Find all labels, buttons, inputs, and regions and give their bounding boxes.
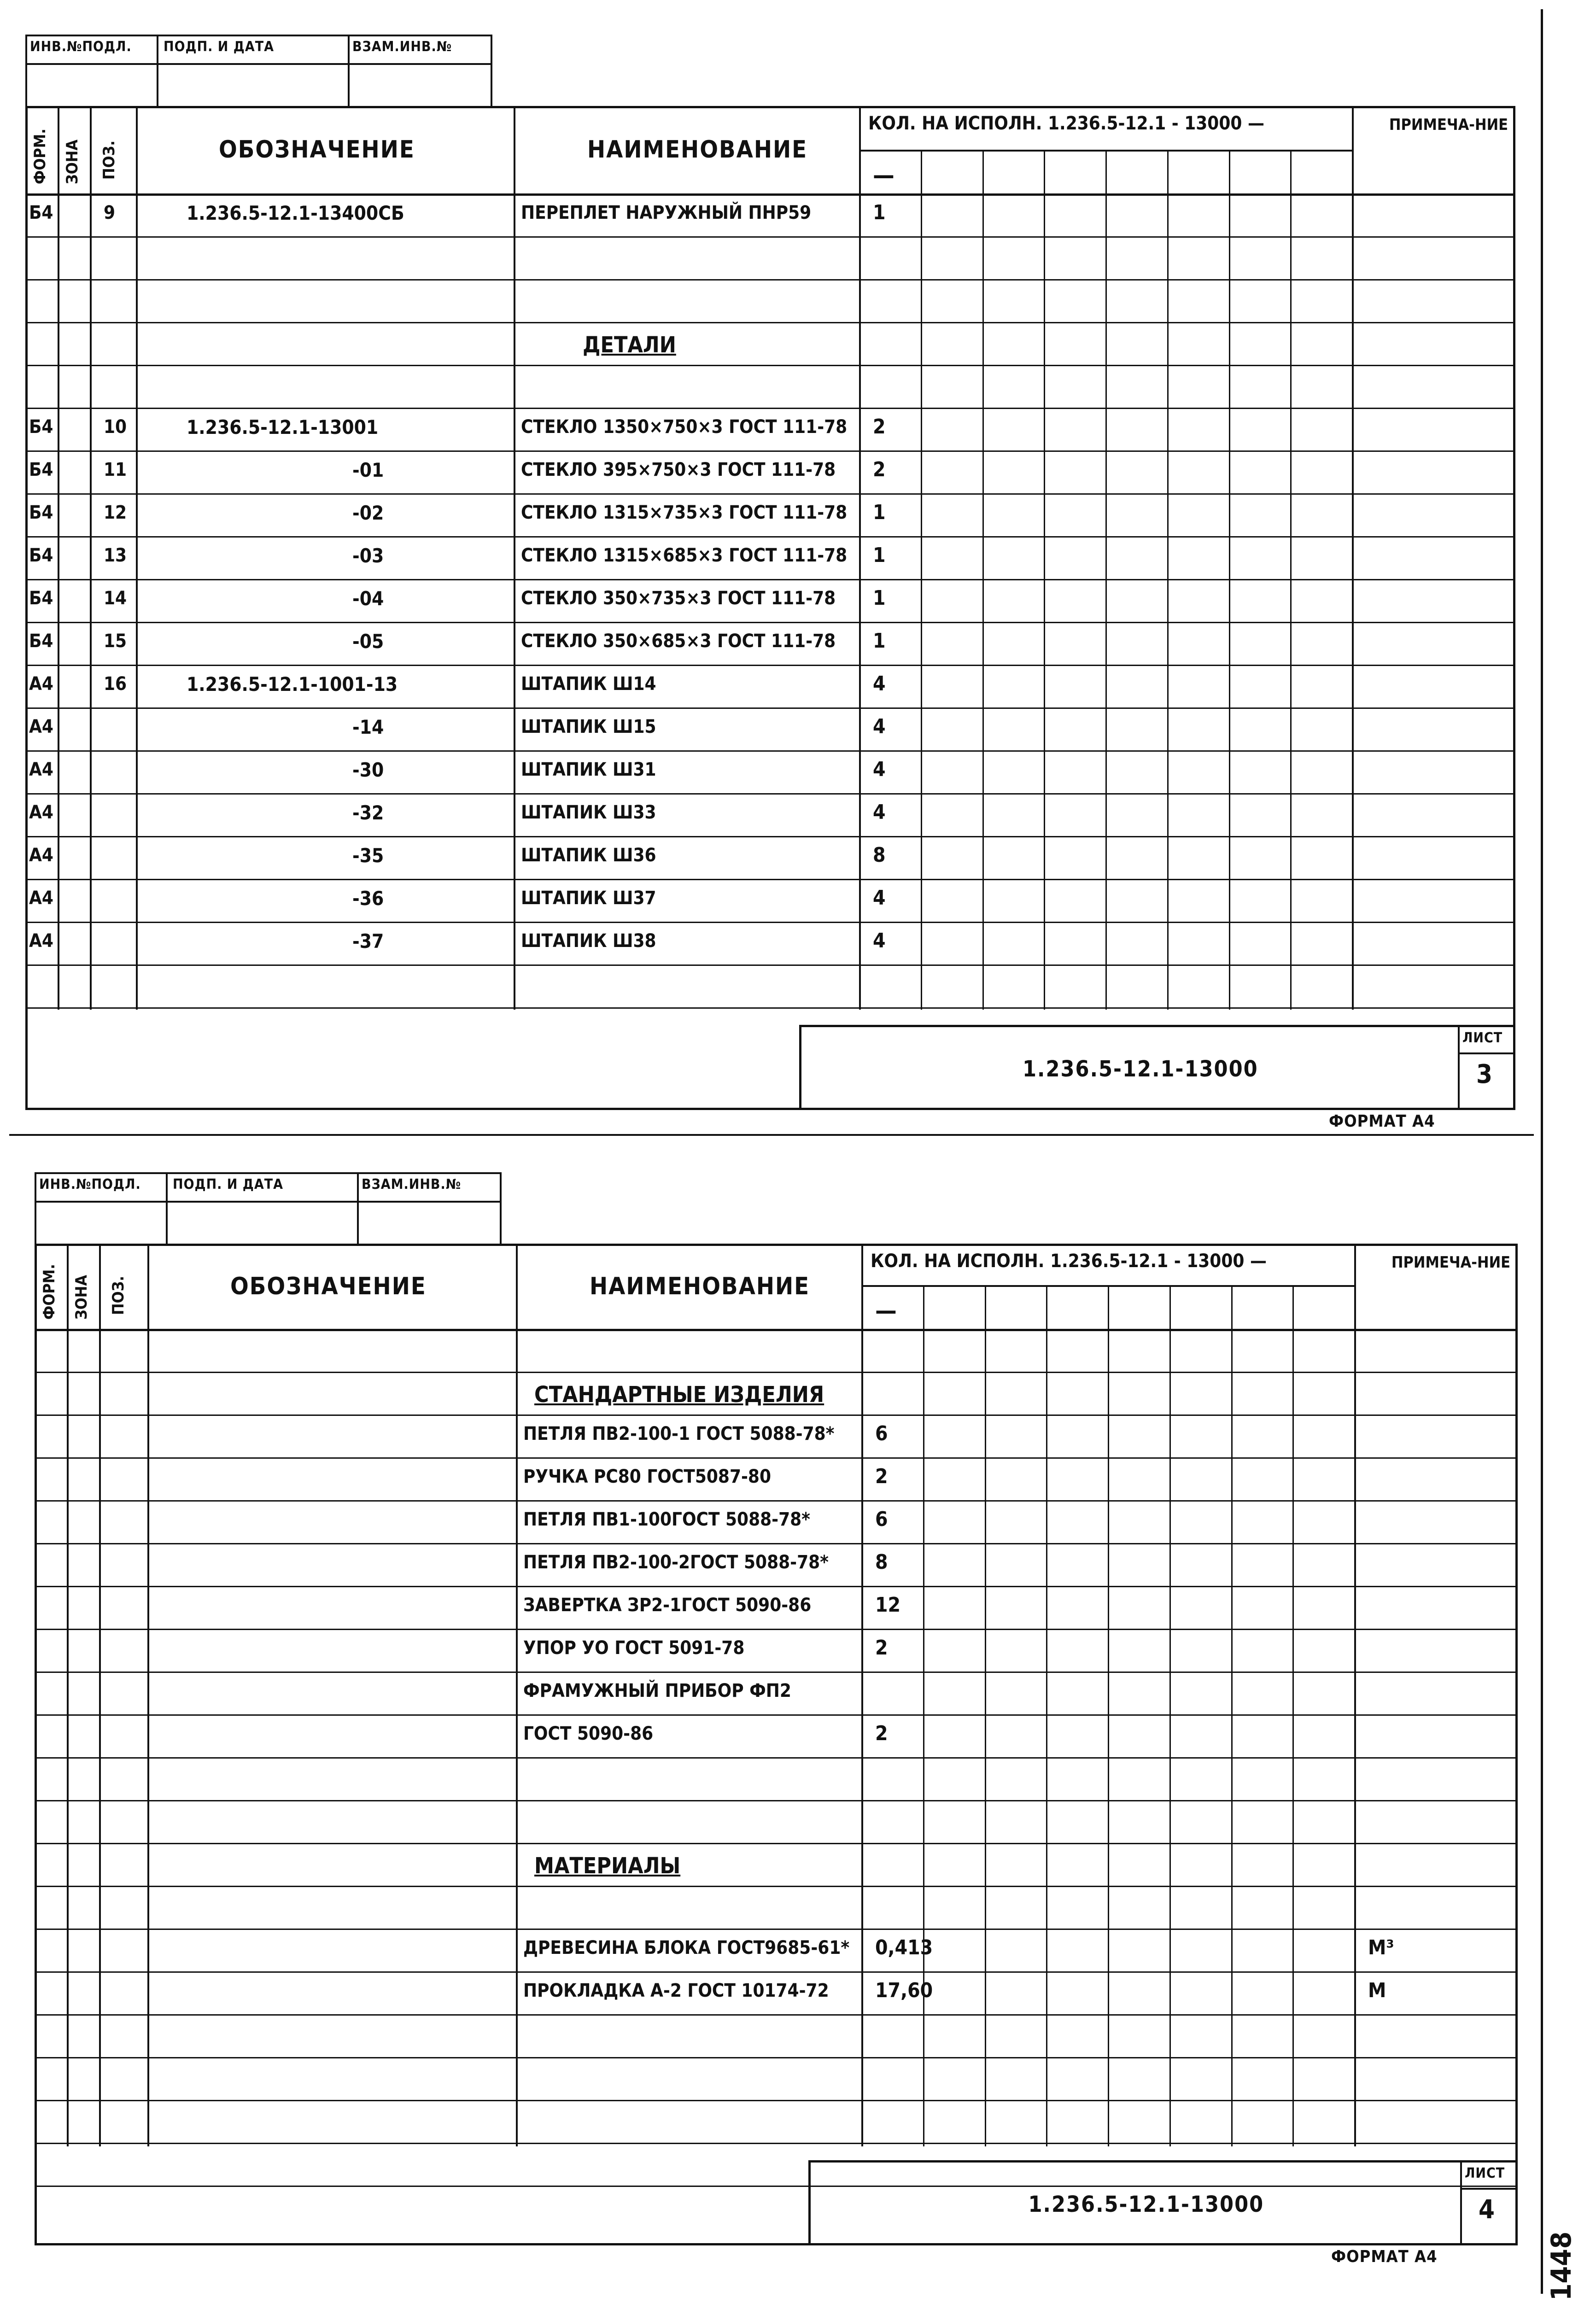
row-qty-cell: 1 [873,201,886,224]
stamp-mid-line [25,63,491,65]
row-qty-cell: 1 [873,586,886,610]
qty-dash: — [875,1297,898,1325]
row-form-cell: Б4 [29,459,53,480]
row-designation-cell: -04 [352,587,384,610]
row-name-cell: СТЕКЛО 350×735×3 ГОСТ 111-78 [521,588,836,609]
row-qty-cell: 2 [875,1722,888,1745]
row-qty-cell: 1 [873,629,886,653]
row-designation-cell: -35 [352,844,384,867]
row-pos-cell: 13 [104,545,127,566]
titleblock-top [799,1025,1513,1027]
frame-top [25,106,1513,108]
stamp-v-line [157,35,158,106]
row-qty-cell: 8 [875,1550,888,1574]
row-qty-cell: 12 [875,1593,901,1617]
row-pos-cell: 15 [104,631,127,652]
row-line [25,964,1513,966]
row-designation-cell: -01 [352,459,384,481]
row-name-cell: ДРЕВЕСИНА БЛОКА ГОСТ9685-61* [523,1937,850,1958]
row-form-cell: Б4 [29,545,53,566]
sheet-label: ЛИСТ [1465,2165,1505,2181]
col-note-header: ПРИМЕЧА-НИЕ [1391,1253,1511,1272]
page-number: 1448 [1545,2231,1578,2301]
frame-bottom [25,1108,1513,1110]
row-form-cell: А4 [29,716,53,737]
stamp-v-line [500,1172,502,1244]
stamp-v-line [35,1172,36,1244]
row-line [25,707,1513,709]
row-line [25,1007,1513,1009]
row-line [25,279,1513,281]
frame-right [1513,106,1515,1110]
frame-left [25,106,28,1108]
row-line [25,493,1513,495]
row-name-cell: ФРАМУЖНЫЙ ПРИБОР ФП2 [523,1680,791,1701]
row-name-cell: ПЕТЛЯ ПВ2-100-1 ГОСТ 5088-78* [523,1423,835,1444]
row-name-cell: СТЕКЛО 1315×685×3 ГОСТ 111-78 [521,545,848,566]
section-title: ДЕТАЛИ [583,332,676,358]
row-designation-cell: 1.236.5-12.1-13400СБ [187,202,404,224]
row-line [35,1415,1515,1416]
row-name-cell: СТЕКЛО 1315×735×3 ГОСТ 111-78 [521,502,848,523]
row-line [35,2186,1515,2187]
col-note-header: ПРИМЕЧА-НИЕ [1389,116,1508,134]
row-pos-cell: 12 [104,502,127,523]
row-line [25,579,1513,580]
row-line [25,236,1513,238]
column-line [859,106,861,1010]
row-name-cell: ШТАПИК Ш38 [521,930,656,952]
row-form-cell: А4 [29,930,53,952]
stamp-repl-label: ВЗАМ.ИНВ.№ [362,1176,462,1192]
sheet-label: ЛИСТ [1462,1030,1503,1046]
frame-right [1515,1244,1518,2245]
titleblock-sheet-h [1458,1052,1513,1054]
row-qty-cell: 4 [873,758,886,781]
col-designation-header: ОБОЗНАЧЕНИЕ [230,1272,427,1300]
row-qty-cell: 1 [873,544,886,567]
col-qty-header: КОЛ. НА ИСПОЛН. 1.236.5-12.1 - 13000 — [868,113,1264,134]
stamp-v-line [25,35,27,106]
col-designation-header: ОБОЗНАЧЕНИЕ [219,136,415,164]
row-line [35,1757,1515,1759]
sheet-number: 3 [1476,1059,1494,1089]
row-qty-cell: 2 [873,415,886,438]
row-line [25,922,1513,923]
row-line [35,1672,1515,1673]
row-name-cell: СТЕКЛО 350×685×3 ГОСТ 111-78 [521,631,836,652]
frame-top [35,1244,1515,1246]
row-line [25,322,1513,323]
stamp-v-line [166,1172,168,1244]
stamp-mid-line [35,1201,500,1203]
row-qty-cell: 17,60 [875,1979,933,2002]
row-form-cell: А4 [29,888,53,909]
row-form-cell: Б4 [29,588,53,609]
col-pos-header: ПОЗ. [109,1276,128,1315]
row-name-cell: ПЕТЛЯ ПВ2-100-2ГОСТ 5088-78* [523,1552,829,1573]
row-pos-cell: 16 [104,673,127,695]
row-name-cell: ШТАПИК Ш37 [521,888,656,909]
header-bottom-line [35,1329,1515,1331]
row-line [35,1586,1515,1587]
row-name-cell: УПОР УО ГОСТ 5091-78 [523,1637,745,1659]
row-name-cell: ШТАПИК Ш33 [521,802,656,823]
row-form-cell: А4 [29,802,53,823]
row-line [25,365,1513,366]
row-designation-cell: 1.236.5-12.1-1001-13 [187,673,398,696]
stamp-v-line [348,35,350,106]
column-line [67,1244,69,2146]
row-line [35,1372,1515,1373]
row-form-cell: Б4 [29,631,53,652]
format-label: ФОРМАТ А4 [1329,1112,1435,1131]
row-line [35,1500,1515,1502]
row-qty-cell: 8 [873,843,886,867]
column-line [99,1244,101,2146]
column-line [147,1244,149,2146]
column-line [514,106,515,1010]
row-line [35,2143,1515,2144]
stamp-sign-label: ПОДП. И ДАТА [164,39,275,55]
row-designation-cell: -32 [352,801,384,824]
titleblock-sheet-h [1460,2188,1515,2190]
row-qty-cell: 1 [873,501,886,524]
right-border-line [1541,9,1543,2294]
row-line [35,1629,1515,1630]
stamp-top-line [35,1172,500,1174]
row-form-cell: Б4 [29,416,53,438]
qty-dash: — [873,162,895,189]
row-name-cell: ШТАПИК Ш14 [521,673,656,695]
stamp-inv-label: ИНВ.№ПОДЛ. [30,39,132,55]
row-line [35,1929,1515,1930]
row-line [25,450,1513,452]
row-form-cell: Б4 [29,202,53,223]
row-line [25,750,1513,752]
row-line [35,1457,1515,1459]
row-name-cell: ШТАПИК Ш36 [521,845,656,866]
doc-code: 1.236.5-12.1-13000 [1023,1056,1258,1082]
row-pos-cell: 10 [104,416,127,438]
stamp-v-line [357,1172,359,1244]
separator-line [9,1134,1534,1136]
col-form-header: ФОРМ. [31,129,49,184]
row-designation-cell: -03 [352,544,384,567]
frame-bottom [35,2243,1515,2245]
sheet-number: 4 [1479,2195,1496,2225]
titleblock-left [808,2160,811,2243]
row-form-cell: А4 [29,673,53,695]
col-name-header: НАИМЕНОВАНИЕ [590,1272,810,1300]
row-line [35,1714,1515,1716]
row-form-cell: Б4 [29,502,53,523]
col-name-header: НАИМЕНОВАНИЕ [587,136,808,164]
row-line [25,879,1513,880]
titleblock-left [799,1025,801,1108]
column-line [58,106,59,1010]
row-designation-cell: -37 [352,930,384,953]
section-title: СТАНДАРТНЫЕ ИЗДЕЛИЯ [534,1382,824,1408]
col-pos-header: ПОЗ. [100,140,118,180]
stamp-sign-label: ПОДП. И ДАТА [173,1176,284,1192]
row-pos-cell: 14 [104,588,127,609]
titleblock-top [808,2160,1515,2163]
row-name-cell: ЗАВЕРТКА ЗР2-1ГОСТ 5090-86 [523,1595,812,1616]
row-line [35,2014,1515,2016]
row-name-cell: ШТАПИК Ш31 [521,759,656,780]
col-zone-header: ЗОНА [63,139,82,184]
row-designation-cell: -02 [352,502,384,524]
row-line [35,2057,1515,2058]
col-zone-header: ЗОНА [72,1274,91,1320]
row-line [25,408,1513,409]
column-line [136,106,138,1010]
header-bottom-line [25,193,1513,196]
row-designation-cell: -36 [352,887,384,910]
format-label: ФОРМАТ А4 [1331,2247,1438,2266]
col-form-header: ФОРМ. [40,1264,58,1320]
row-line [25,836,1513,837]
row-name-cell: РУЧКА РС80 ГОСТ5087-80 [523,1466,772,1487]
row-note-cell: М³ [1368,1936,1394,1959]
row-pos-cell: 11 [104,459,127,480]
section-title: МАТЕРИАЛЫ [534,1853,681,1879]
row-name-cell: ПРОКЛАДКА А-2 ГОСТ 10174-72 [523,1980,829,2001]
row-designation-cell: 1.236.5-12.1-13001 [187,416,379,438]
row-line [35,1886,1515,1887]
row-line [25,536,1513,538]
row-qty-cell: 4 [873,672,886,696]
row-qty-cell: 4 [873,929,886,953]
row-designation-cell: -05 [352,630,384,653]
column-line [861,1244,863,2146]
titleblock-sheet-v [1460,2160,1462,2243]
column-line [1352,106,1354,1010]
row-line [25,793,1513,795]
row-line [35,1843,1515,1844]
row-line [35,1543,1515,1544]
qty-header-sub-line [859,150,1352,152]
row-name-cell: ГОСТ 5090-86 [523,1723,654,1744]
row-qty-cell: 4 [873,715,886,738]
col-qty-header: КОЛ. НА ИСПОЛН. 1.236.5-12.1 - 13000 — [871,1251,1267,1272]
row-line [25,665,1513,666]
stamp-repl-label: ВЗАМ.ИНВ.№ [352,39,452,55]
row-pos-cell: 9 [104,202,116,223]
doc-code: 1.236.5-12.1-13000 [1028,2192,1264,2217]
stamp-v-line [491,35,492,106]
row-form-cell: А4 [29,759,53,780]
row-name-cell: ПЕТЛЯ ПВ1-100ГОСТ 5088-78* [523,1509,810,1530]
qty-header-sub-line [861,1285,1354,1287]
frame-left [35,1244,37,2243]
row-qty-cell: 6 [875,1422,888,1445]
row-line [35,2100,1515,2101]
row-designation-cell: -14 [352,716,384,738]
row-form-cell: А4 [29,845,53,866]
row-qty-cell: 2 [875,1636,888,1660]
row-qty-cell: 2 [873,458,886,481]
stamp-inv-label: ИНВ.№ПОДЛ. [39,1176,141,1192]
column-line [90,106,92,1010]
row-line [35,1971,1515,1973]
row-qty-cell: 4 [873,801,886,824]
stamp-top-line [25,35,491,36]
row-line [35,1800,1515,1801]
row-qty-cell: 2 [875,1465,888,1488]
row-name-cell: ПЕРЕПЛЕТ НАРУЖНЫЙ ПНР59 [521,202,812,223]
row-designation-cell: -30 [352,759,384,781]
row-note-cell: М [1368,1979,1386,2002]
titleblock-sheet-v [1458,1025,1460,1108]
column-line [1354,1244,1356,2146]
row-qty-cell: 0,413 [875,1936,933,1959]
row-line [25,622,1513,623]
row-qty-cell: 4 [873,886,886,910]
row-name-cell: СТЕКЛО 1350×750×3 ГОСТ 111-78 [521,416,848,438]
row-name-cell: ШТАПИК Ш15 [521,716,656,737]
row-qty-cell: 6 [875,1508,888,1531]
column-line [516,1244,518,2146]
row-name-cell: СТЕКЛО 395×750×3 ГОСТ 111-78 [521,459,836,480]
